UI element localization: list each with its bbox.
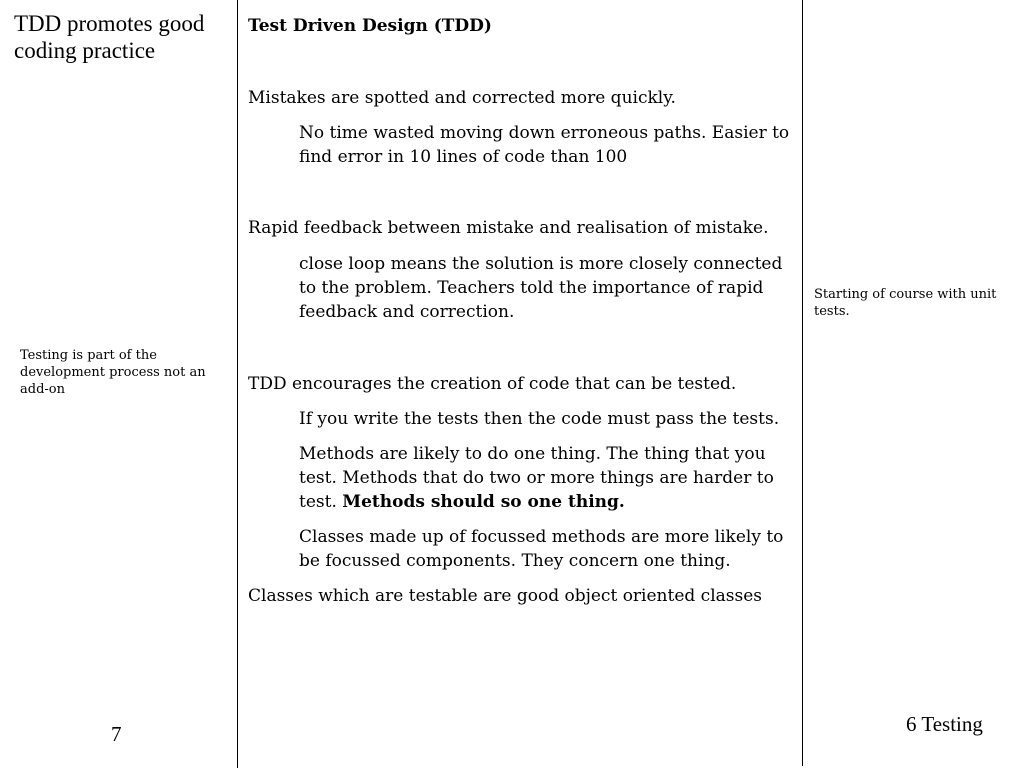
chapter-footer: 6 Testing	[906, 712, 983, 736]
left-margin-note: Testing is part of the development process not an add-on	[20, 348, 206, 397]
left-margin-title: TDD promotes good coding practice	[14, 11, 205, 63]
section-heading: TDD encourages the creation of code that can be tested.	[248, 374, 737, 394]
section-heading: Rapid feedback between mistake and realisation of mistake.	[248, 218, 769, 238]
right-margin-note: Starting of course with unit tests.	[814, 287, 997, 319]
main-title: Test Driven Design (TDD)	[248, 16, 492, 36]
section-point-text: Methods are likely to do one thing. The thing that you test. Methods that do two or more things are harder to test.	[299, 444, 774, 512]
section-point-emphasis: Methods should so one thing.	[342, 492, 625, 512]
closing-statement: Classes which are testable are good object oriented classes	[248, 586, 763, 606]
section-point: close loop means the solution is more closely connected to the problem. Teachers told the importance of rapid feedback and correction.	[299, 254, 783, 322]
left-column-divider	[237, 0, 238, 768]
section-point	[299, 442, 790, 514]
page-number: 7	[111, 722, 122, 746]
section-point: Classes made up of focussed methods are more likely to be focussed components. They concern one thing.	[299, 527, 784, 571]
section-point: If you write the tests then the code must pass the tests.	[299, 409, 780, 429]
section-heading: Mistakes are spotted and corrected more quickly.	[248, 88, 676, 108]
main-content	[248, 14, 790, 608]
right-column-divider	[802, 0, 803, 766]
section-point: No time wasted moving down erroneous paths. Easier to find error in 10 lines of code than 100	[299, 123, 790, 167]
